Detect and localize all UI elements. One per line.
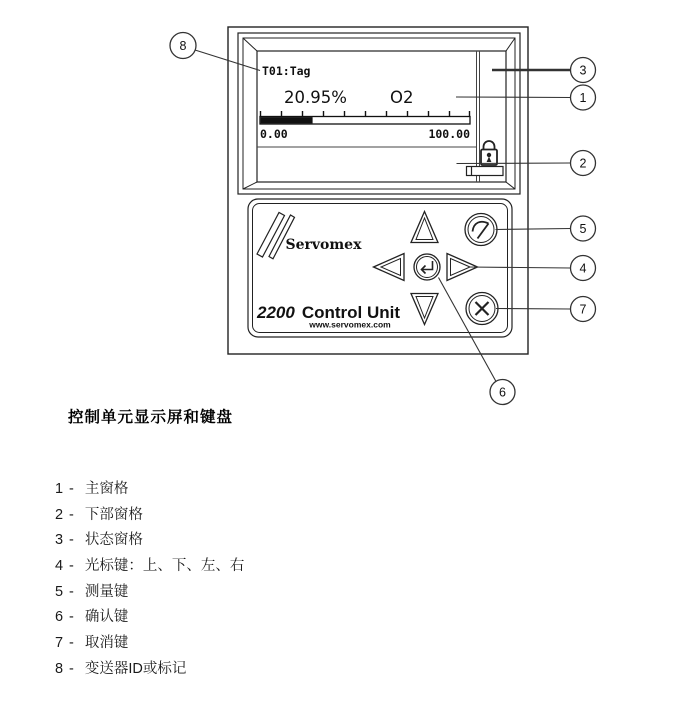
callout-7-number: 7 [579,302,587,317]
callout-5 [571,216,596,241]
legend-item-3: 3 - 状态窗格 [55,532,143,549]
callout-1-number: 1 [579,91,587,105]
scale-min-label: 0.00 [260,127,288,141]
scale-max-label: 100.00 [428,127,470,141]
legend-item-6: 6 - 确认键 [55,609,129,626]
legend-item-2: 2 - 下部窗格 [55,506,143,523]
website-label: www.servomex.com [309,319,391,330]
callout-5-number: 5 [579,222,587,236]
callout-2-number: 2 [579,156,587,171]
callout-7 [571,297,596,322]
brand-name: Servomex [285,237,362,253]
legend-item-5: 5 - 测量键 [55,583,129,600]
gas-label: O2 [390,88,414,107]
callout-1 [571,85,596,110]
bar-graph-fill [261,117,313,123]
callout-6-number: 6 [499,385,506,400]
leader-line-2 [457,163,571,164]
callout-3-number: 3 [579,63,587,78]
legend-item-1: 1 - 主窗格 [55,481,129,497]
legend-item-8: 8 - 变送器ID或标记 [55,660,187,677]
legend-list [55,477,244,683]
callout-8 [170,33,196,59]
callout-8-number: 8 [179,39,187,53]
callout-4 [571,256,596,281]
leader-line-1 [456,97,571,98]
measurement-reading: 20.95% [284,88,347,107]
cancel-key [466,293,498,325]
legend-item-4: 4 - 光标键：上、下、左、右 [55,558,245,575]
model-number: 2200 [257,303,295,322]
figure-caption: 控制单元显示屏和键盘 [68,409,234,426]
callout-2 [571,151,596,176]
callout-3 [571,58,596,83]
legend-item-7: 7 - 取消键 [55,635,129,652]
measure-key [465,214,497,246]
callout-6 [490,380,515,405]
keypad-panel [248,199,512,337]
display-screen [257,51,506,182]
callout-4-number: 4 [579,261,587,276]
leader-line-7 [496,309,571,310]
enter-key [414,254,440,280]
transmitter-tag: T01:Tag [262,64,311,78]
model-name: Control Unit [301,303,401,322]
